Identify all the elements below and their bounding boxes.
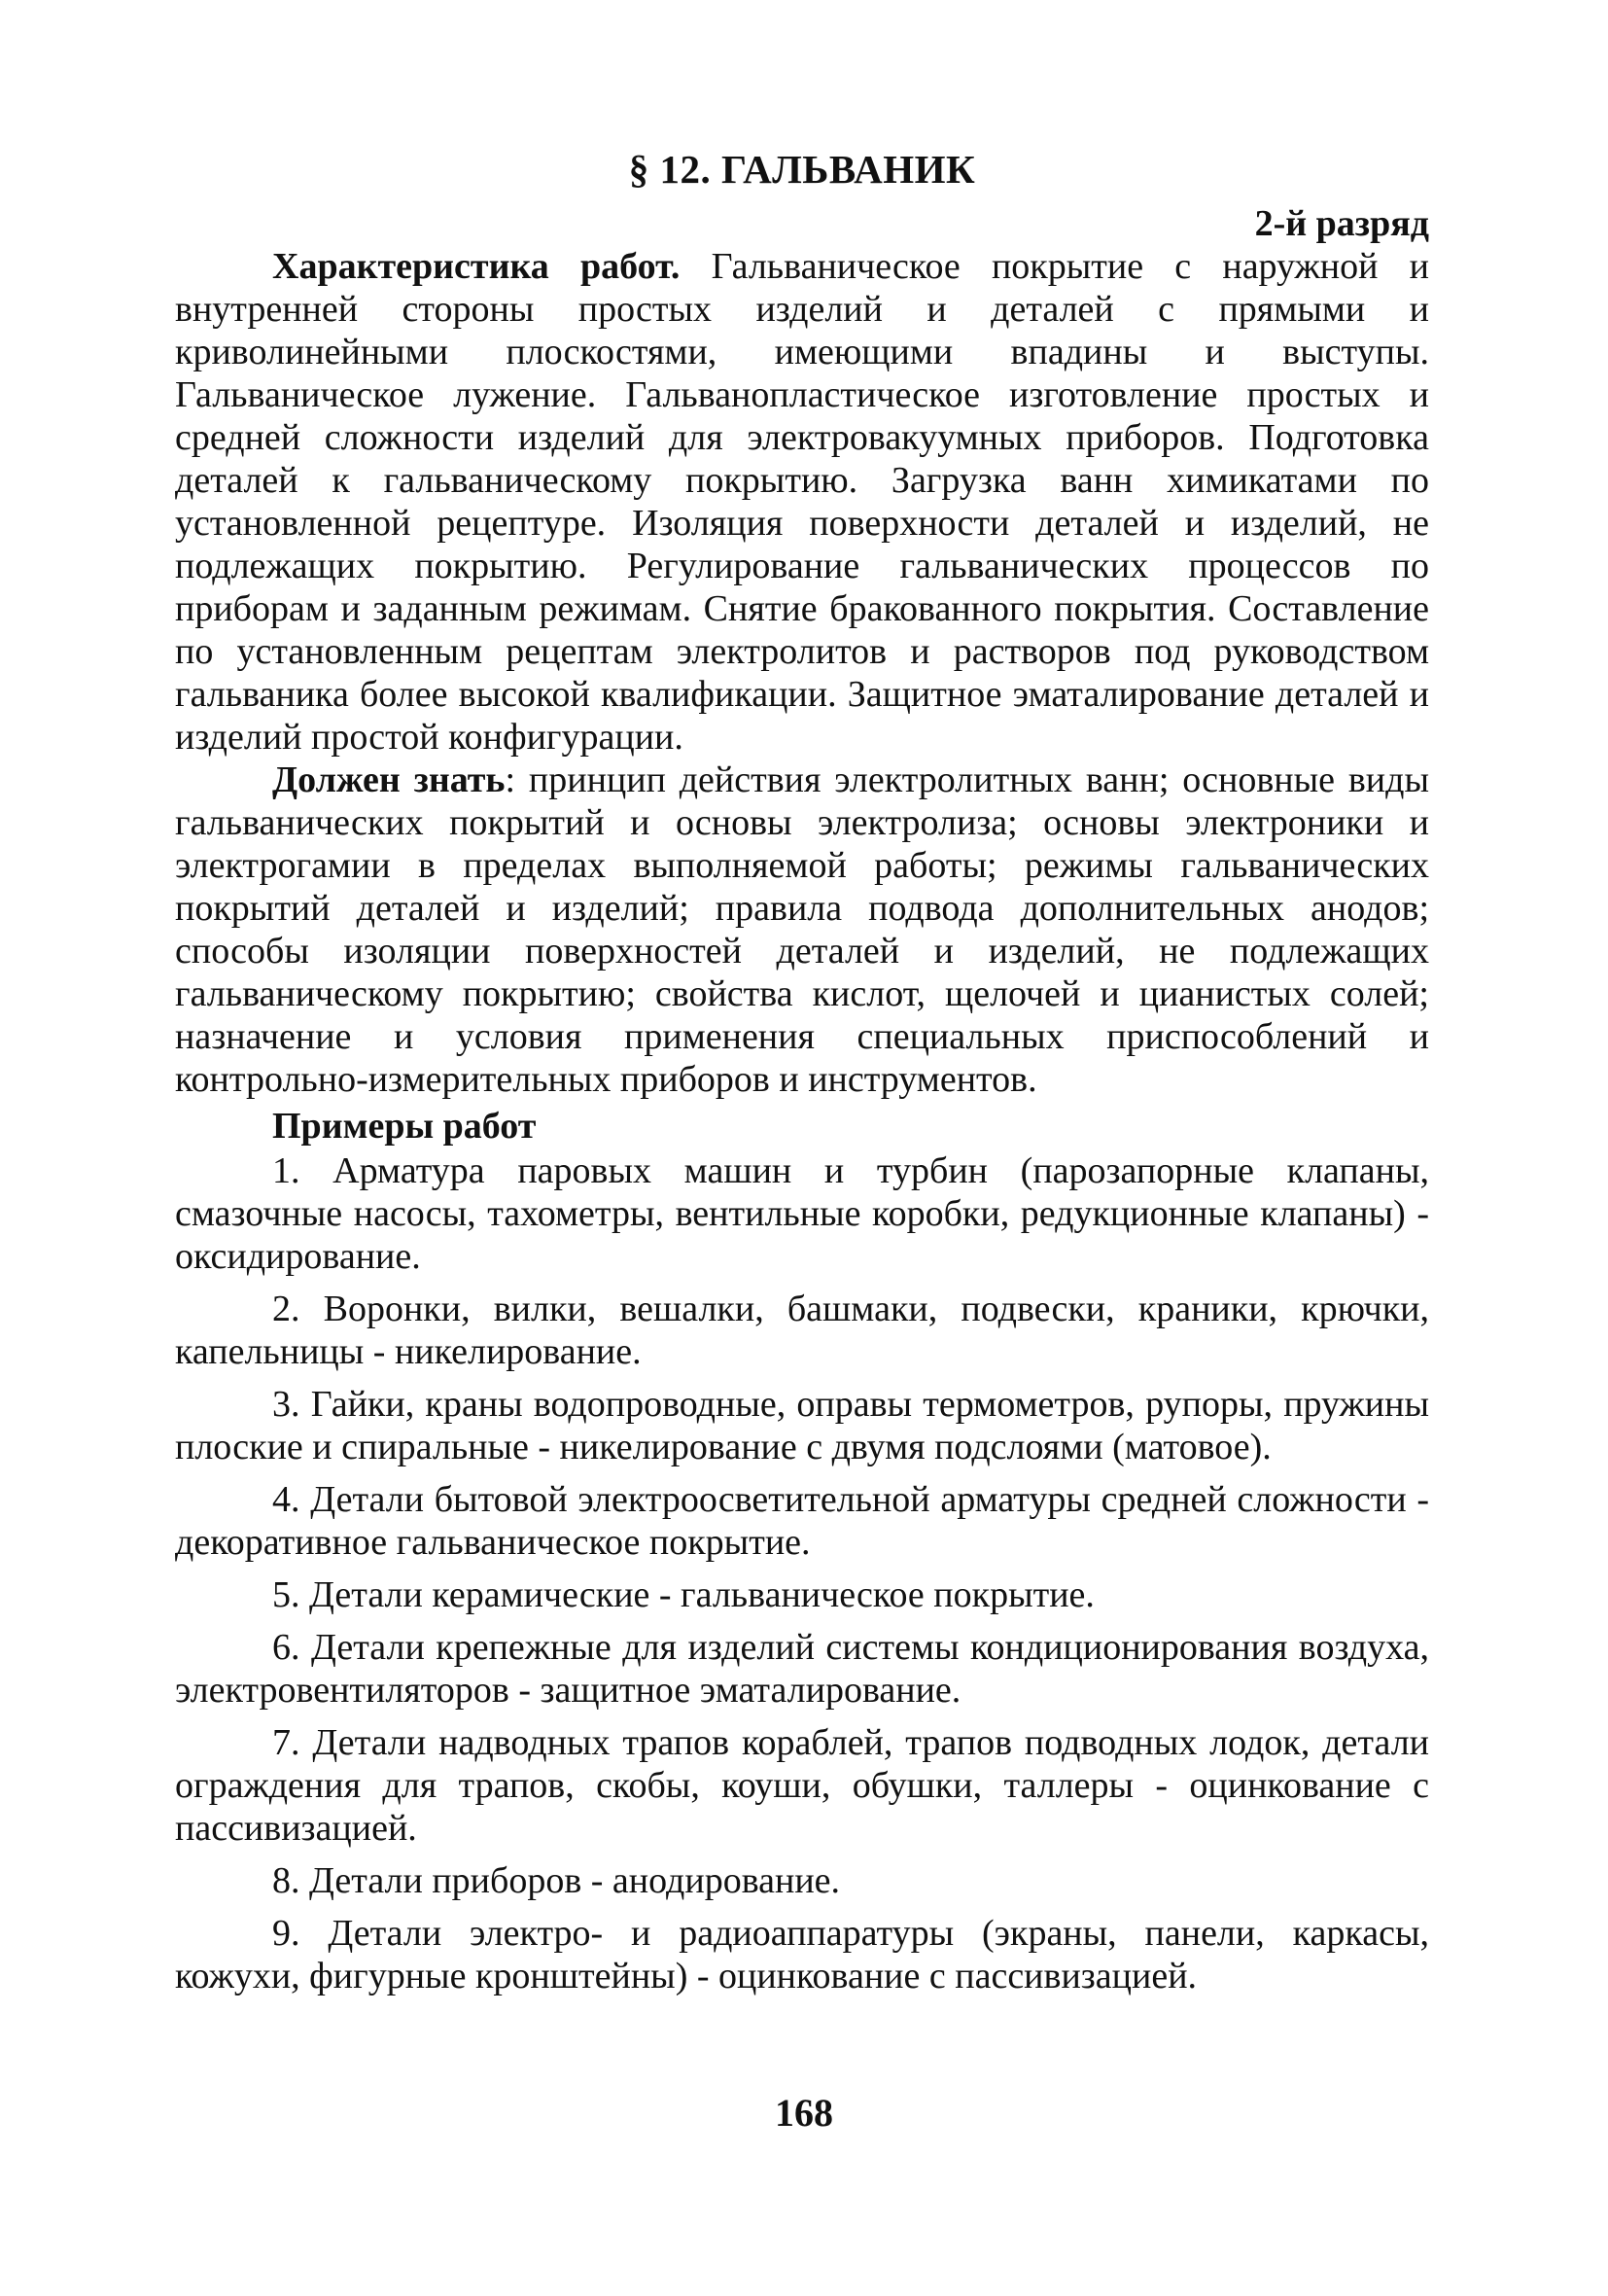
characteristics-paragraph: [175, 245, 1429, 759]
example-item: 7. Детали надводных трапов кораблей, трапов подводных лодок, детали ограждения для трапов, скобы, коуши, обушки, таллеры - оцинкование с пассивизацией.: [175, 1722, 1429, 1849]
example-item: 5. Детали керамические - гальваническое покрытие.: [272, 1574, 1095, 1615]
page-number: 168: [775, 2091, 833, 2135]
example-item: 1. Арматура паровых машин и турбин (парозапорные клапаны, смазочные насосы, тахометры, вентильные коробки, редукционные клапаны) - оксидирование.: [175, 1150, 1429, 1277]
section-title: § 12. ГАЛЬВАНИК: [628, 147, 976, 192]
knowledge-lead: Должен знать: [272, 759, 506, 800]
examples-title: Примеры работ: [272, 1106, 537, 1147]
document-page: [175, 146, 1429, 2007]
example-item: 9. Детали электро- и радиоаппаратуры (экраны, панели, каркасы, кожухи, фигурные кронштейны) - оцинкование с пассивизацией.: [175, 1913, 1429, 1996]
characteristics-lead: Характеристика работ.: [272, 246, 681, 287]
examples-list: [175, 1149, 1429, 1997]
knowledge-text: : принцип действия электролитных ванн; основные виды гальванических покрытий и основы электролиза; основы электроники и электрогамии в пределах выполняемой работы; режимы гальванических покрытий деталей и изделий; правила подвода дополнительных анодов; способы изоляции поверхностей деталей и изделий, не подлежащих гальваническому покрытию; свойства кислот, щелочей и цианистых солей; назначение и условия применения специальных приспособлений и контрольно-измерительных приборов и инструментов.: [175, 759, 1429, 1100]
example-item: 3. Гайки, краны водопроводные, оправы термометров, рупоры, пружины плоские и спиральные - никелирование с двумя подслоями (матовое).: [175, 1384, 1429, 1467]
example-item: 8. Детали приборов - анодирование.: [272, 1860, 841, 1901]
knowledge-paragraph: [175, 759, 1429, 1101]
example-item: 2. Воронки, вилки, вешалки, башмаки, подвески, краники, крючки, капельницы - никелирование.: [175, 1289, 1429, 1372]
example-item: 4. Детали бытовой электроосветительной арматуры средней сложности - декоративное гальваническое покрытие.: [175, 1479, 1429, 1563]
grade-label: 2-й разряд: [1254, 203, 1429, 244]
characteristics-text: Гальваническое покрытие с наружной и внутренней стороны простых изделий и деталей с прямыми и криволинейными плоскостями, имеющими впадины и выступы. Гальваническое лужение. Гальванопластическое изготовление простых и средней сложности изделий для электровакуумных приборов. Подготовка деталей к гальваническому покрытию. Загрузка ванн химикатами по установленной рецептуре. Изоляция поверхности деталей и изделий, не подлежащих покрытию. Регулирование гальванических процессов по приборам и заданным режимам. Снятие бракованного покрытия. Составление по установленным рецептам электролитов и растворов под руководством гальваника более высокой квалификации. Защитное эматалирование деталей и изделий простой конфигурации.: [175, 246, 1430, 758]
example-item: 6. Детали крепежные для изделий системы кондиционирования воздуха, электровентиляторов - защитное эматалирование.: [175, 1627, 1429, 1711]
